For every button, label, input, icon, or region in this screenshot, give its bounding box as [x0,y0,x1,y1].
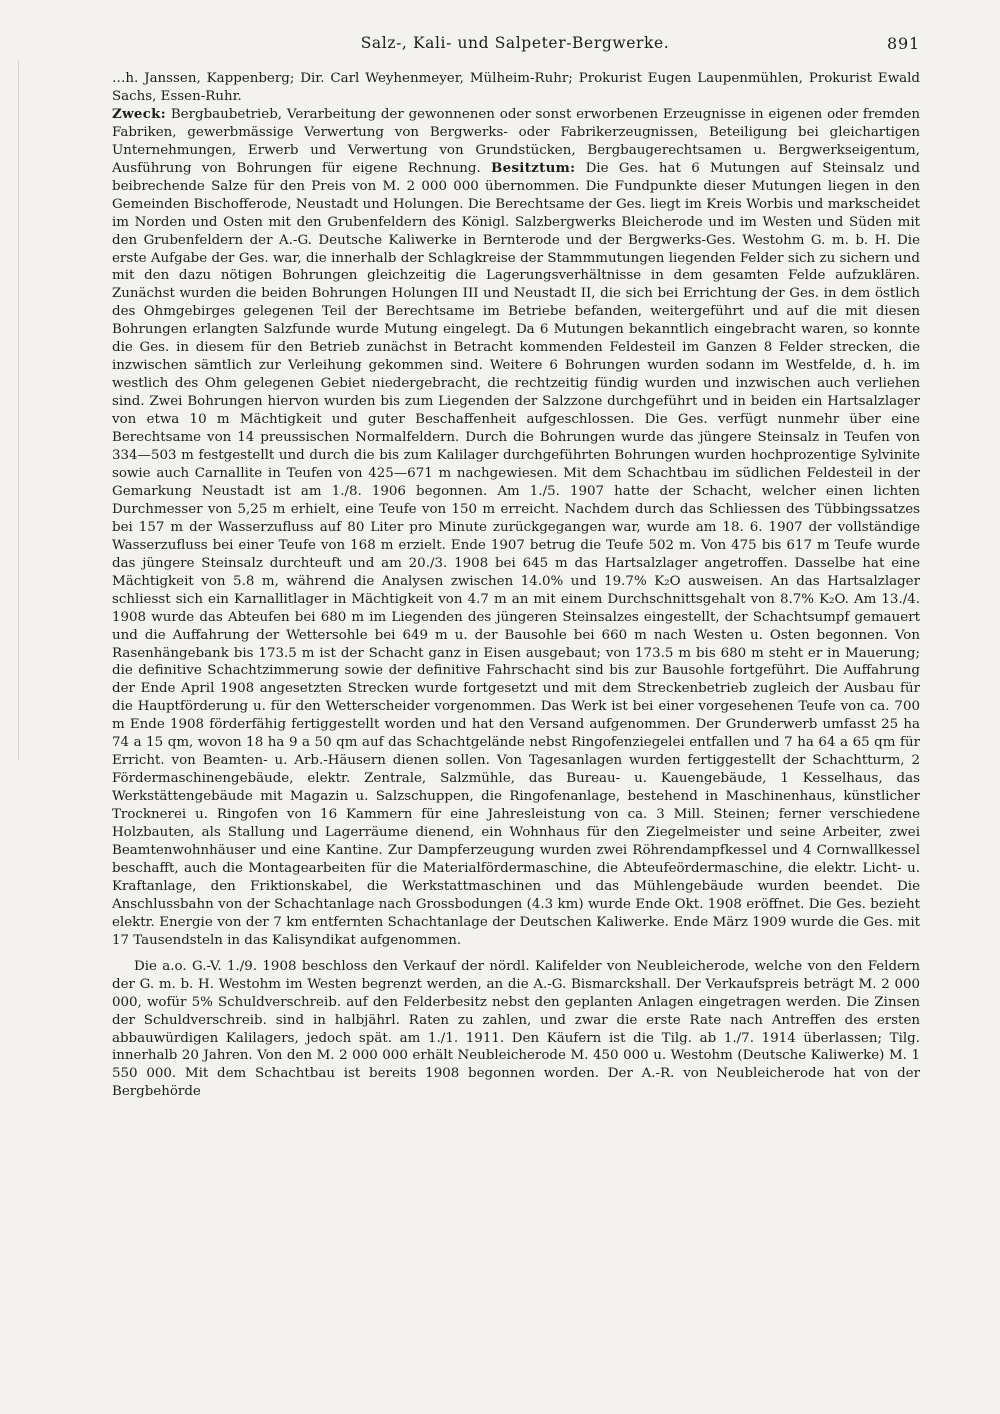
officers-paragraph [112,70,920,106]
page-header [110,34,920,56]
zweck-label: Zweck: [112,105,166,122]
left-margin-scan-edge [0,60,19,760]
closing-text: Die a.o. G.-V. 1./9. 1908 beschloss den Verkauf der nördl. Kalifelder von Neubleicherode, welche von den Feldern der G. m. b. H. Westohm im Westen begrenzt werden, an die A.-G. Bismarckshall. Der Verkaufspreis beträgt M. 2 000 000, wofür 5% Schuldverschreib. auf den Felderbesitz nebst den geplanten Anlagen eingetragen werden. Die Zinsen der Schuldverschreib. sind in halbjährl. Raten zu zahlen, und zwar die erste Rate nach Antreffen des ersten abbauwürdigen Kalilagers, jedoch spät. am 1./1. 1911. Den Käufern ist die Tilg. ab 1./7. 1914 überlassen; Tilg. innerhalb 20 Jahren. Von den M. 2 000 000 erhält Neubleicherode M. 450 000 u. Westohm (Deutsche Kaliwerke) M. 1 550 000. Mit dem Schachtbau ist bereits 1908 begonnen worden. Der A.-R. von Neubleicherode hat von der Bergbehörde [112,958,920,1100]
besitztum-label: Besitztum: [491,159,576,176]
zweck-text: Bergbaubetrieb, Verarbeitung der gewonnenen oder sonst erworbenen Erzeugnisse in eigenen oder fremden Fabriken, gewerbmässige Verwertung von Bergwerks- oder Fabrikerzeugnissen, Beteiligung bei gleichartigen Unternehmungen, Erwerb und Verwertung von Grundstücken, Bergbaugerechtsamen u. Bergwerkseigentum, Ausführung von Bohrungen für eigene Rechnung. [112,106,920,176]
page-number: 891 [887,34,920,53]
running-title: Salz-, Kali- und Salpeter-Bergwerke. [360,34,670,52]
zweck-paragraph [112,106,920,950]
besitztum-text: Die Ges. hat 6 Mutungen auf Steinsalz und beibrechende Salze für den Preis von M. 2 000 000 übernommen. Die Fundpunkte dieser Mutungen liegen in den Gemeinden Bischofferode, Neustadt und Holungen. Die Berechtsame der Ges. liegt im Kreis Worbis und markscheidet im Norden und Osten mit den Grubenfeldern des Königl. Salzbergwerks Bleicherode und im Westen und Süden mit den Grubenfeldern der A.-G. Deutsche Kaliwerke in Bernterode und der Bergwerks-Ges. Westohm G. m. b. H. Die erste Aufgabe der Ges. war, die innerhalb der Schlagkreise der Stammmutungen liegenden Felder sich zu sichern und mit den dazu nötigen Bohrungen gleichzeitig die Lagerungsverhältnisse in dem gesamten Felde aufzuklären. Zunächst wurden die beiden Bohrungen Holungen III und Neustadt II, die sich bei Errichtung der Ges. in dem östlich des Ohmgebirges gelegenen Teil der Berechtsame im Betriebe befanden, weitergeführt und auf die mit diesen Bohrungen erlangten Salzfunde wurde Mutung eingelegt. Da 6 Mutungen bekanntlich eingebracht waren, so konnte die Ges. in diesem für den Betrieb zunächst in Betracht kommenden Feldesteil im Ganzen 8 Felder strecken, die inzwischen sämtlich zur Verleihung gekommen sind. Weitere 6 Bohrungen wurden sodann im Westfelde, d. h. im westlich des Ohm gelegenen Gebiet niedergebracht, die rechtzeitig fündig wurden und inzwischen auch verliehen sind. Zwei Bohrungen hiervon wurden bis zum Liegenden der Salzzone durchgeführt und in beiden ein Hartsalzlager von etwa 10 m Mächtigkeit und guter Beschaffenheit aufgeschlossen. Die Ges. verfügt nunmehr über eine Berechtsame von 14 preussischen Normalfeldern. Durch die Bohrungen wurde das jüngere Steinsalz in Teufen von 334—503 m festgestellt und durch die bis zum Kalilager durchgeführten Bohrungen wurden hochprozentige Sylvinite sowie auch Carnallite in Teufen von 425—671 m nachgewiesen. Mit dem Schachtbau im südlichen Feldesteil in der Gemarkung Neustadt ist am 1./8. 1906 begonnen. Am 1./5. 1907 hatte der Schacht, welcher einen lichten Durchmesser von 5,25 m erhielt, eine Teufe von 150 m erreicht. Nachdem durch das Schliessen des Tübbingssatzes bei 157 m der Wasserzufluss auf 80 Liter pro Minute zurückgegangen war, wurde am 18. 6. 1907 der vollständige Wasserzufluss bei einer Teufe von 168 m erzielt. Ende 1907 betrug die Teufe 502 m. Von 475 bis 617 m Teufe wurde das jüngere Steinsalz durchteuft und am 20./3. 1908 bei 645 m das Hartsalzlager angetroffen. Dasselbe hat eine Mächtigkeit von 5.8 m, während die Analysen zwischen 14.0% und 19.7% K₂O ausweisen. An das Hartsalzlager schliesst sich ein Karnallitlager in Mächtigkeit von 4.7 m an mit einem Durchschnittsgehalt von 8.7% K₂O. Am 13./4. 1908 wurde das Abteufen bei 680 m im Liegenden des jüngeren Steinsalzes eingestellt, der Schachtsumpf gemauert und die Auffahrung der Wettersohle bei 649 m u. der Bausohle bei 660 m nach Westen u. Osten begonnen. Von Rasenhängebank bis 173.5 m ist der Schacht ganz in Eisen ausgebaut; von 173.5 m bis 680 m steht er in Mauerung; die definitive Schachtzimmerung sowie der definitive Fahrschacht sind bis zur Bausohle fortgeführt. Die Auffahrung der Ende April 1908 angesetzten Strecken wurde fortgesetzt und mit dem Streckenbetrieb zugleich der Ausbau für die Hauptförderung u. für den Wetterscheider vorgenommen. Das Werk ist bei einer vorgesehenen Teufe von ca. 700 m Ende 1908 förderfähig fertiggestellt worden und hat den Versand aufgenommen. Der Grunderwerb umfasst 25 ha 74 a 15 qm, wovon 18 ha 9 a 50 qm auf das Schachtgelände nebst Ringofenziegelei entfallen und 7 ha 64 a 65 qm für Erricht. von Beamten- u. Arb.-Häusern dienen sollen. Von Tagesanlagen wurden fertiggestellt der Schachtturm, 2 Fördermaschinengebäude, elektr. Zentrale, Salzmühle, das Bureau- u. Kauengebäude, 1 Kesselhaus, das Werkstättengebäude mit Magazin u. Salzschuppen, die Ringofenanlage, bestehend in Maschinenhaus, künstlicher Trocknerei u. Ringofen von 16 Kammern für eine Jahresleistung von ca. 3 Mill. Steinen; ferner verschiedene Holzbauten, als Stallung und Lagerräume dienend, ein Wohnhaus für den Ziegelmeister und seine Arbeiter, zwei Beamtenwohnhäuser und eine Kantine. Zur Dampferzeugung wurden zwei Röhrendampfkessel und 4 Cornwallkessel beschafft, auch die Montagearbeiten für die Materialfördermaschine, die Abteufeördermaschine, die elektr. Licht- u. Kraftanlage, den Friktionskabel, die Werkstattmaschinen und das Mühlengebäude wurden beendet. Die Anschlussbahn von der Schachtanlage nach Grossbodungen (4.3 km) wurde Ende Okt. 1908 eröffnet. Die Ges. bezieht elektr. Energie von der 7 km entfernten Schachtanlage der Deutschen Kaliwerke. Ende März 1909 wurde die Ges. mit 17 Tausendsteln in das Kalisyndikat aufgenommen. [112,160,920,948]
document-body [112,70,920,1101]
closing-paragraph [112,958,920,1102]
officers-text: …h. Janssen, Kappenberg; Dir. Carl Weyhenmeyer, Mülheim-Ruhr; Prokurist Eugen Laupenmühlen, Prokurist Ewald Sachs, Essen-Ruhr. [112,71,920,104]
